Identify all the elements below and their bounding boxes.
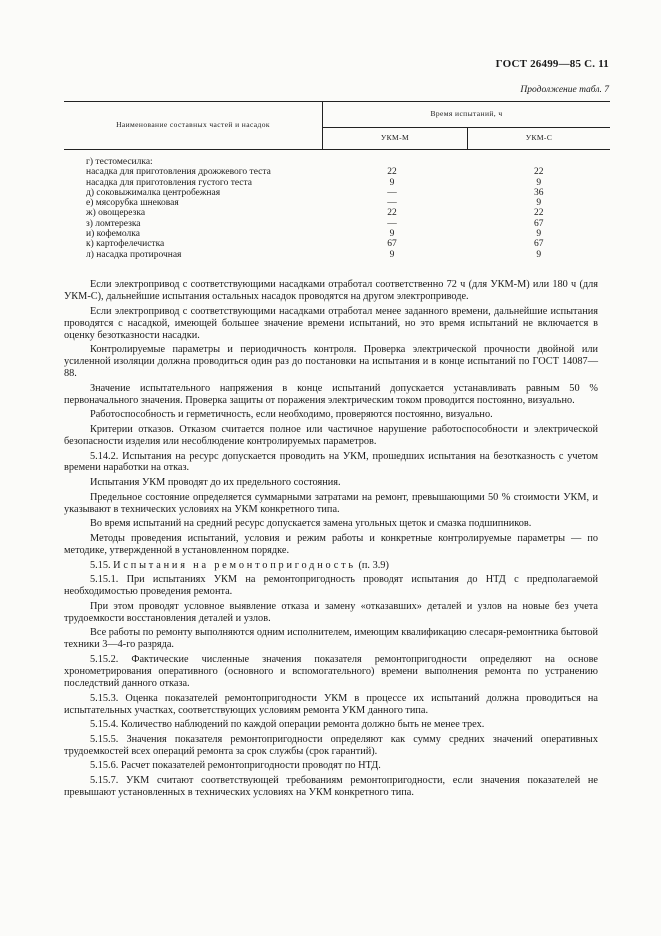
row-name: е) мясорубка шнековая	[86, 198, 179, 209]
row-value-ukm-m: 9	[389, 229, 395, 240]
row-value-ukm-m: —	[387, 218, 397, 229]
row-name: и) кофемолка	[86, 229, 140, 240]
paragraph: 5.15.5. Значения показателя ремонтопригодности определяют как сумму средних значений оперативных трудоемкостей всех операций ремонта за срок службы (срок гарантий).	[64, 733, 598, 757]
paragraph: Критерии отказов. Отказом считается полное или частичное нарушение работоспособности и электрической безопасности изделия или несоблюдение контролируемых параметров.	[64, 423, 598, 447]
paragraph: Если электропривод с соответствующими насадками отработал менее заданного времени, дальнейшие испытания проводятся с насадкой, имеющей большее значение времени испытаний, но это время испытаний не включается в оценку безотказности насадки.	[64, 305, 598, 341]
table-row	[64, 150, 610, 168]
paragraph: 5.14.2. Испытания на ресурс допускается проводить на УКМ, прошедших испытания на безотказность с учетом времени наработки на отказ.	[64, 450, 598, 474]
paragraph: Если электропривод с соответствующими насадками отработал соответственно 72 ч (для УКМ-М) или 180 ч (для УКМ-С), дальнейшие испытания остальных насадок проводятся на другом электроприводе.	[64, 279, 598, 302]
paragraph: Предельное состояние определяется суммарными затратами на ремонт, превышающими 50 % стоимости УКМ, и указывают в технических условиях на УКМ конкретного типа.	[64, 491, 598, 515]
paragraph: 5.15.4. Количество наблюдений по каждой операции ремонта должно быть не менее трех.	[90, 719, 485, 731]
paragraph: Работоспособность и герметичность, если необходимо, проверяются постоянно, визуально.	[90, 409, 493, 421]
row-value-ukm-s: 9	[536, 249, 542, 260]
table-row	[64, 239, 610, 249]
row-name: к) картофелечистка	[86, 239, 165, 250]
row-name: з) ломтерезка	[86, 218, 141, 229]
table-continuation-label: Продолжение табл. 7	[520, 85, 609, 95]
row-name: д) соковыжималка центробежная	[86, 187, 221, 198]
table-row	[64, 219, 610, 229]
test-time-table	[64, 101, 610, 260]
section-number: 5.15.	[90, 559, 111, 571]
column-header-test-time: Время испытаний, ч	[323, 102, 611, 128]
row-value-ukm-m: 22	[387, 208, 397, 219]
paragraph: Во время испытаний на средний ресурс допускается замена угольных щеток и смазка подшипников.	[90, 518, 532, 530]
table-row	[64, 250, 610, 260]
row-value-ukm-m: —	[387, 187, 397, 198]
body-text	[64, 279, 598, 802]
section-heading-5-15	[64, 560, 598, 572]
row-value-ukm-s	[468, 150, 611, 168]
row-value-ukm-s: 9	[536, 229, 542, 240]
row-value-ukm-s: 67	[534, 239, 544, 250]
paragraph: 5.15.6. Расчет показателей ремонтопригодности проводят по НТД.	[90, 760, 381, 772]
column-header-ukm-m: УКМ-М	[323, 128, 468, 150]
row-name: насадка для приготовления густого теста	[86, 177, 253, 188]
table-row	[64, 229, 610, 239]
row-value-ukm-m: —	[387, 198, 397, 209]
row-value-ukm-m: 22	[387, 167, 397, 178]
row-value-ukm-m	[323, 150, 468, 168]
paragraph: Методы проведения испытаний, условия и режим работы и конкретные контролируемые параметры — по методике, утвержденной в установленном порядке.	[64, 532, 598, 556]
row-value-ukm-m: 9	[389, 249, 395, 260]
section-title-spaced: Испытания на ремонтопригодность	[113, 559, 356, 571]
row-name: насадка для приготовления дрожжевого теста	[86, 167, 271, 178]
paragraph: 5.15.7. УКМ считают соответствующей требованиям ремонтопригодности, если значения показателей не превышают установленных в технических условиях на УКМ конкретного типа.	[64, 775, 598, 798]
table-body	[64, 150, 610, 260]
row-name: г) тестомесилка:	[86, 157, 153, 167]
table-row	[64, 198, 610, 208]
paragraph: 5.15.3. Оценка показателей ремонтопригодности УКМ в процессе их испытаний должна проводиться на испытательных участках, соответствующих условиям ремонта УКМ данного типа.	[64, 692, 598, 716]
paragraph: Все работы по ремонту выполняются одним исполнителем, имеющим квалификацию слесаря-ремонтника бытовой техники 3—4-го разряда.	[64, 627, 598, 651]
table-row	[64, 208, 610, 218]
table-row	[64, 167, 610, 177]
row-value-ukm-s: 9	[536, 198, 542, 209]
table-row	[64, 178, 610, 188]
row-name: ж) овощерезка	[86, 208, 146, 219]
paragraph: 5.15.1. При испытаниях УКМ на ремонтопригодность проводят испытания до НТД с предполагаемой необходимостью проведения ремонта.	[64, 574, 598, 598]
row-value-ukm-s: 36	[534, 187, 544, 198]
row-value-ukm-s: 22	[534, 167, 544, 178]
row-value-ukm-s: 9	[536, 177, 542, 188]
paragraph: Испытания УКМ проводят до их предельного состояния.	[90, 477, 341, 489]
row-value-ukm-m: 9	[389, 177, 395, 188]
paragraph: Значение испытательного напряжения в конце испытаний допускается устанавливать равным 50 % первоначального значения. Проверка защиты от поражения электрическим током проводится постоянно, визуально.	[64, 382, 598, 406]
row-value-ukm-m: 67	[387, 239, 397, 250]
page-header: ГОСТ 26499—85 С. 11	[495, 58, 609, 70]
section-reference: (п. 3.9)	[358, 559, 389, 571]
row-value-ukm-s: 67	[534, 218, 544, 229]
column-header-name: Наименование составных частей и насадок	[64, 102, 323, 150]
table-row	[64, 188, 610, 198]
column-header-ukm-s: УКМ-С	[468, 128, 611, 150]
row-name: л) насадка протирочная	[86, 249, 182, 260]
paragraph: 5.15.2. Фактические численные значения показателя ремонтопригодности определяют на основе хронометрирования оперативного (основного и вспомогательного) времени выполнения ремонта по устранению последствий данного отказа.	[64, 654, 598, 689]
paragraph: Контролируемые параметры и периодичность контроля. Проверка электрической прочности двойной или усиленной изоляции должна проводиться один раз до постановки на испытания и в конце испытаний по ГОСТ 14087—88.	[64, 344, 598, 380]
paragraph: При этом проводят условное выявление отказа и замену «отказавших» деталей и узлов на новые без учета трудоемкости восстановления деталей и узлов.	[64, 600, 598, 624]
row-value-ukm-s: 22	[534, 208, 544, 219]
